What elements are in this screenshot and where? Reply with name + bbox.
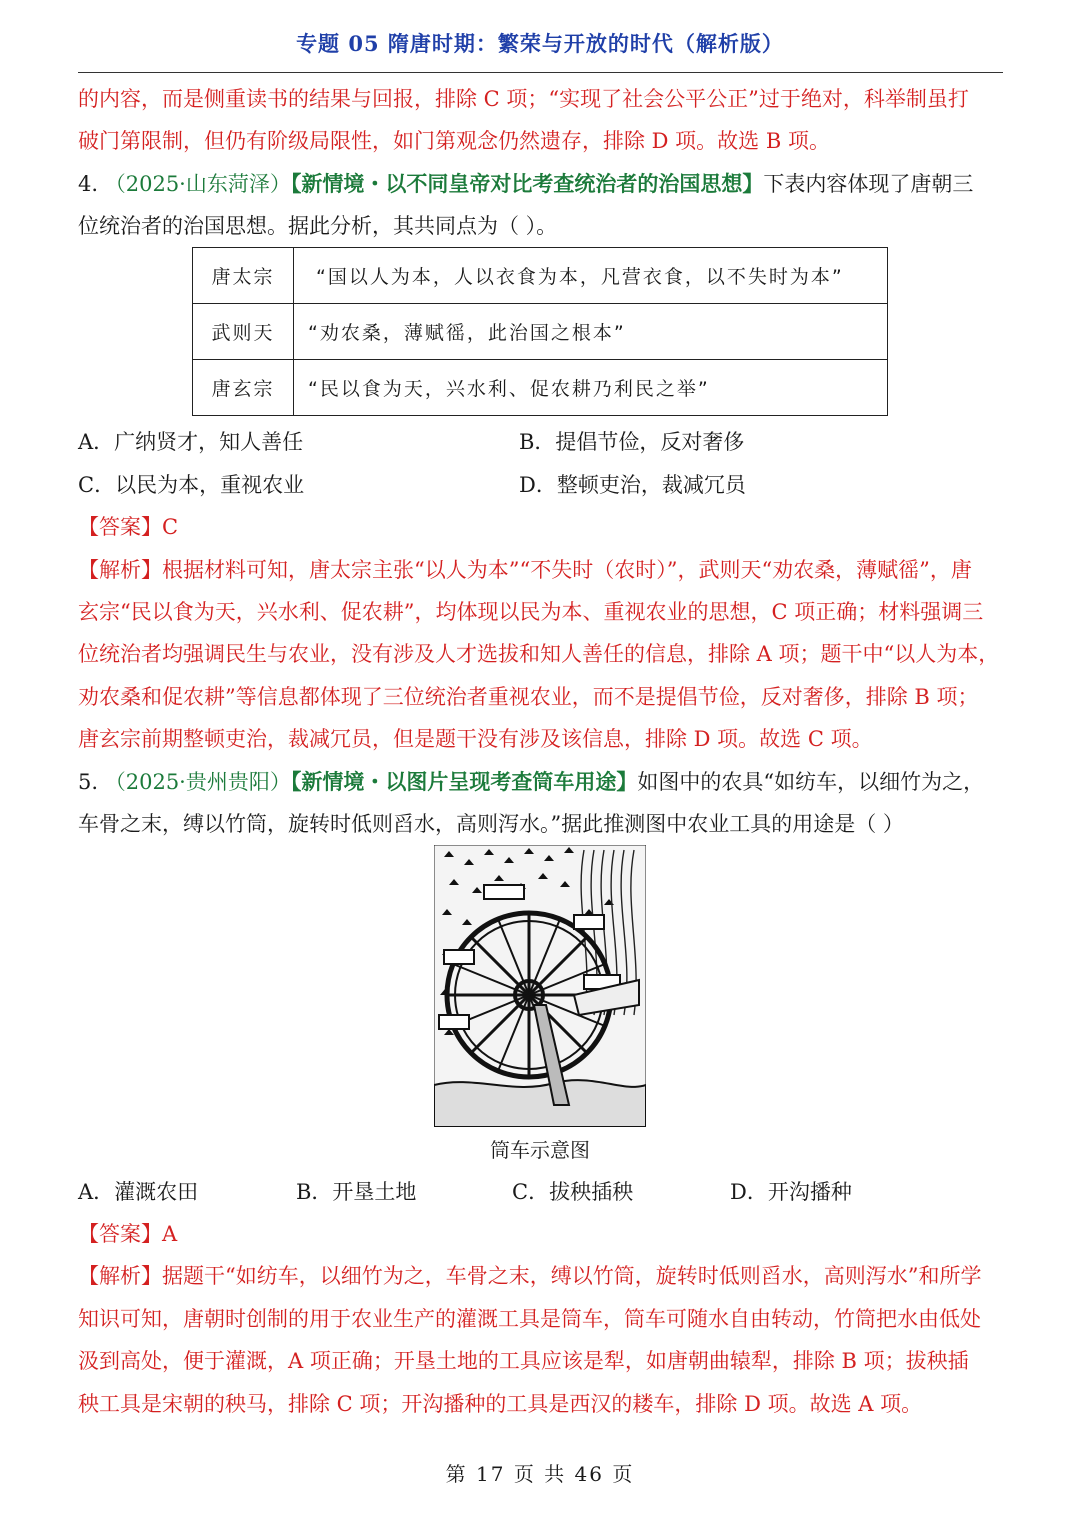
page-footer: 第 17 页 共 46 页	[445, 1462, 635, 1486]
q5-analysis-line-4: 秧工具是宋朝的秧马，排除 C 项；开沟播种的工具是西汉的耧车，排除 D 项。故选 A 项。	[78, 1392, 923, 1416]
prev-analysis-line-1: 的内容，而是侧重读书的结果与回报，排除 C 项；“实现了社会公平公正”过于绝对，科举制虽打	[78, 87, 969, 111]
q5-tag: 【新情境・以图片呈现考查筒车用途】	[290, 769, 638, 794]
emperor-quote: “民以食为天，兴水利、促农耕乃利民之举”	[294, 360, 888, 416]
q5-stem-tail: 如图中的农具“如纺车，以细竹为之，	[637, 770, 985, 794]
q5-stem-line-2: 车骨之末，缚以竹筒，旋转时低则舀水，高则泻水。”据此推测图中农业工具的用途是（ ）	[78, 812, 904, 836]
answer-value: A	[162, 1222, 178, 1246]
q4-option-d: D．整顿吏治，裁减冗员	[519, 473, 746, 497]
emperor-name: 唐太宗	[193, 248, 294, 304]
header-rule	[78, 72, 1003, 73]
table-row	[193, 304, 888, 360]
prev-analysis-line-2: 破门第限制，但仍有阶级局限性，如门第观念仍然遗存，排除 D 项。故选 B 项。	[78, 129, 830, 153]
q4-option-b: B．提倡节俭，反对奢侈	[519, 430, 745, 454]
emperor-name: 唐玄宗	[193, 360, 294, 416]
emperor-quote: “国以人为本，人以衣食为本，凡营衣食，以不失时为本”	[294, 248, 888, 304]
q5-analysis-line-2: 知识可知，唐朝时创制的用于农业生产的灌溉工具是筒车，筒车可随水自由转动，竹筒把水由低处	[78, 1307, 981, 1331]
answer-label: 【答案】	[78, 1222, 162, 1246]
q4-quote-table	[192, 247, 888, 416]
emperor-name: 武则天	[193, 304, 294, 360]
q4-option-a: A．广纳贤才，知人善任	[78, 430, 304, 454]
analysis-text: 根据材料可知，唐太宗主张“以人为本”“不失时（农时）”，武则天“劝农桑，薄赋徭”，唐	[162, 558, 972, 582]
q4-analysis-line-1	[78, 555, 1008, 585]
q5-stem-line-1	[78, 767, 1008, 797]
q5-option-b: B．开垦土地	[296, 1180, 417, 1204]
q4-stem-tail: 下表内容体现了唐朝三	[763, 172, 974, 196]
analysis-text: 据题干“如纺车，以细竹为之，车骨之末，缚以竹筒，旋转时低则舀水，高则泻水”和所学	[162, 1264, 982, 1288]
answer-label: 【答案】	[78, 515, 162, 539]
q4-number: 4.	[78, 172, 99, 196]
table-row	[193, 248, 888, 304]
answer-value: C	[162, 515, 179, 539]
q5-analysis-line-1	[78, 1261, 1008, 1291]
q5-number: 5.	[78, 770, 99, 794]
q4-analysis-line-5: 唐玄宗前期整顿吏治，裁减冗员，但是题干没有涉及该信息，排除 D 项。故选 C 项。	[78, 727, 873, 751]
q4-option-c: C．以民为本，重视农业	[78, 473, 305, 497]
q4-stem-line-1	[78, 169, 1008, 199]
q4-stem-line-2: 位统治者的治国思想。据此分析，其共同点为（ ）。	[78, 214, 558, 238]
q4-analysis-line-2: 玄宗“民以食为天，兴水利、促农耕”，均体现以民为本、重视农业的思想，C 项正确；材料强调三	[78, 600, 984, 624]
q5-option-a: A．灌溉农田	[78, 1180, 199, 1204]
figure-caption: 筒车示意图	[490, 1138, 590, 1162]
q4-analysis-line-4: 劝农桑和促农耕”等信息都体现了三位统治者重视农业，而不是提倡节俭，反对奢侈，排除 B 项；	[78, 685, 979, 709]
waterwheel-illustration	[434, 845, 646, 1127]
table-row	[193, 360, 888, 416]
q5-source: （2025·贵州贵阳）	[104, 770, 291, 794]
analysis-label: 【解析】	[78, 1264, 162, 1288]
q5-answer	[78, 1219, 1008, 1249]
analysis-label: 【解析】	[78, 558, 162, 582]
q4-analysis-line-3: 位统治者均强调民生与农业，没有涉及人才选拔和知人善任的信息，排除 A 项；题干中“以人为本，	[78, 642, 1000, 666]
q4-tag: 【新情境・以不同皇帝对比考查统治者的治国思想】	[290, 171, 764, 196]
q4-source: （2025·山东菏泽）	[104, 172, 291, 196]
q5-option-c: C．拔秧插秧	[512, 1180, 634, 1204]
q5-option-d: D．开沟播种	[730, 1180, 852, 1204]
emperor-quote: “劝农桑，薄赋徭，此治国之根本”	[294, 304, 888, 360]
page-header-title: 专题 05 隋唐时期：繁荣与开放的时代（解析版）	[296, 31, 784, 56]
q5-analysis-line-3: 汲到高处，便于灌溉，A 项正确；开垦土地的工具应该是犁，如唐朝曲辕犁，排除 B 项；拔秧插	[78, 1349, 969, 1373]
q4-answer	[78, 512, 1008, 542]
